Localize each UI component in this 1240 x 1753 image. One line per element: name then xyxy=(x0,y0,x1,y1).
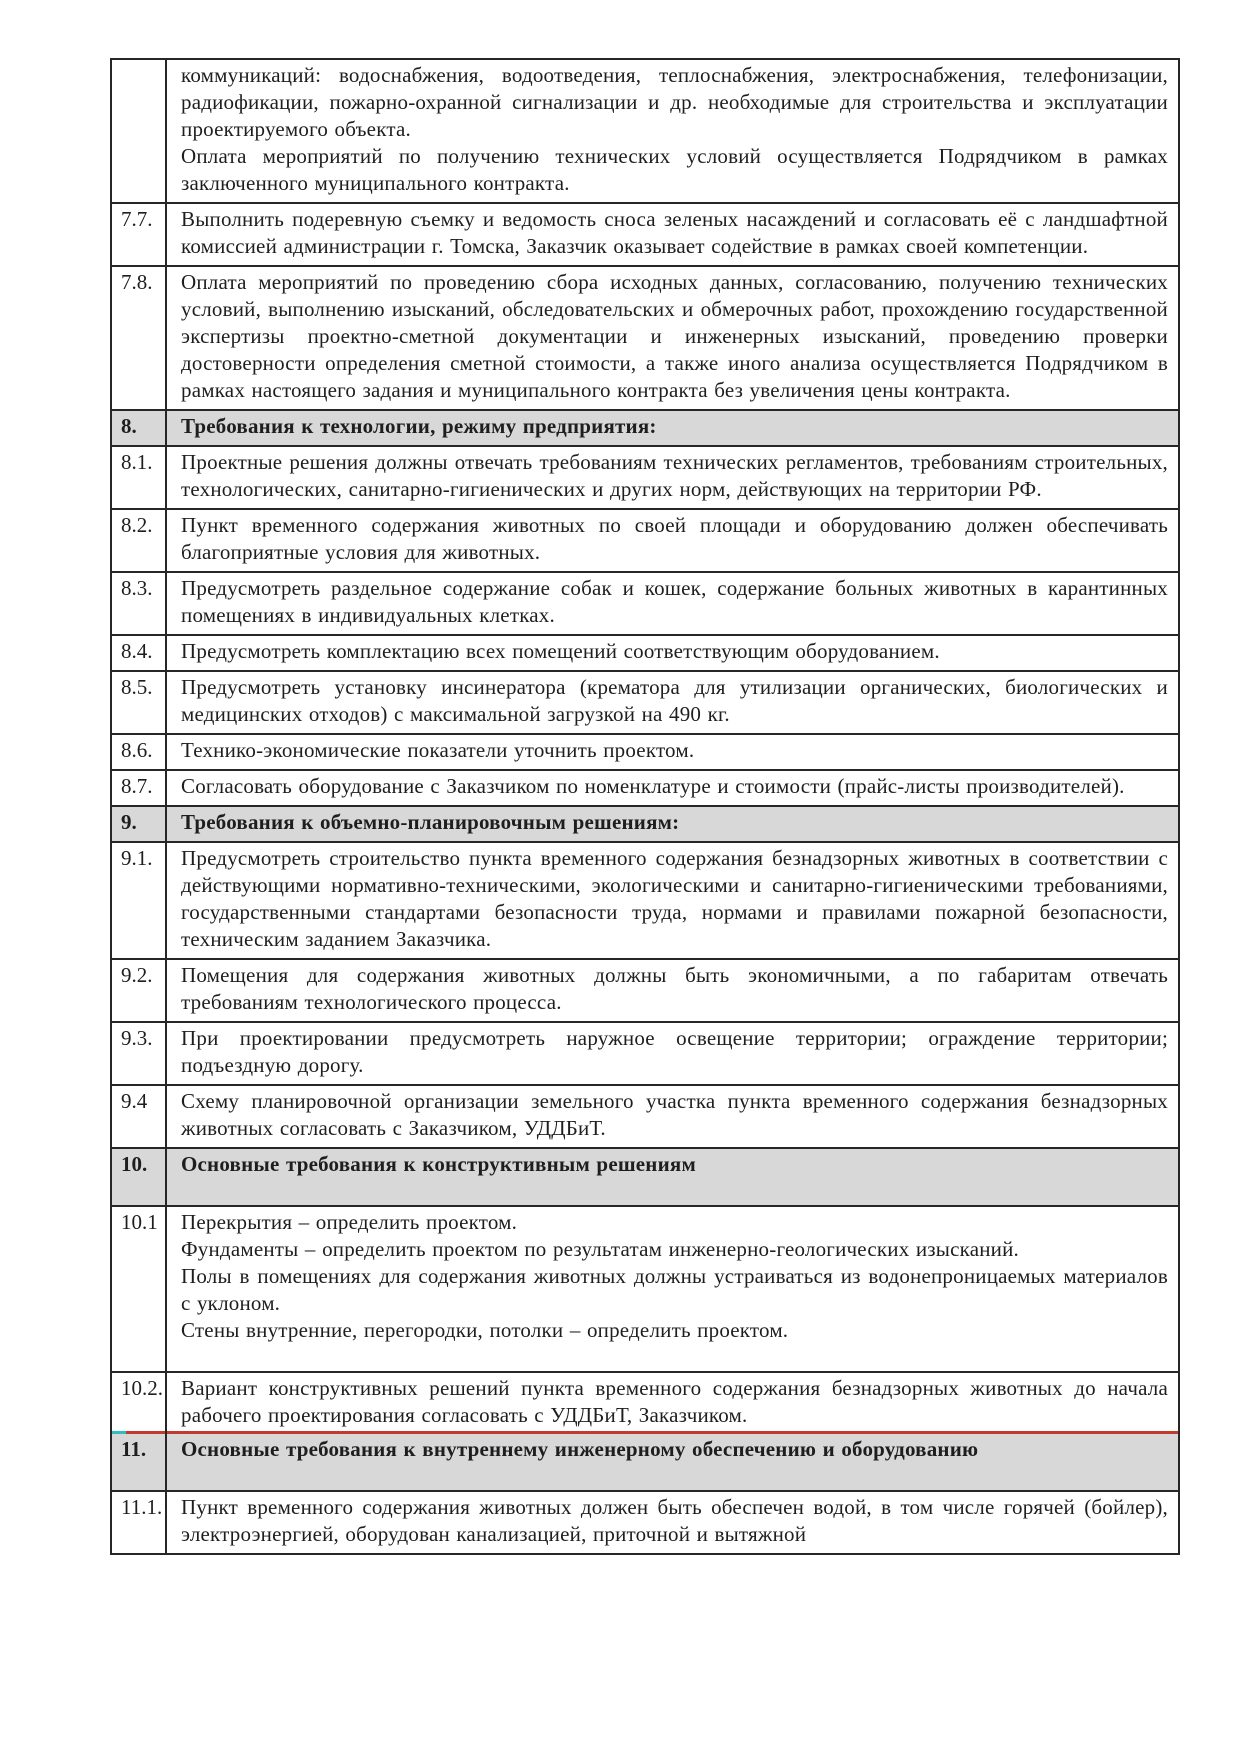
row-number-cell: 9.4 xyxy=(111,1085,166,1148)
row-number-cell: 9.2. xyxy=(111,959,166,1022)
row-number-cell: 8.7. xyxy=(111,770,166,806)
row-content-cell xyxy=(166,671,1179,734)
row-content-cell xyxy=(166,770,1179,806)
row-content-cell xyxy=(166,1148,1179,1206)
table-row xyxy=(111,572,1179,635)
row-paragraph: Выполнить подеревную съемку и ведомость сноса зеленых насаждений и согласовать её с ландшафтной комиссией администрации г. Томска, Заказчик оказывает содействие в рамках своей компетенции. xyxy=(181,207,1168,258)
row-paragraph: Требования к технологии, режиму предприятия: xyxy=(181,414,657,438)
table-row xyxy=(111,770,1179,806)
spec-table-rows xyxy=(111,59,1179,1554)
row-content-cell xyxy=(166,1491,1179,1554)
section-header-row xyxy=(111,410,1179,446)
table-row xyxy=(111,734,1179,770)
row-paragraph: Вариант конструктивных решений пункта временного содержания безнадзорных животных до начала рабочего проектирования согласовать с УДДБиТ, Заказчиком. xyxy=(181,1376,1168,1427)
row-paragraph: Предусмотреть комплектацию всех помещений соответствующим оборудованием. xyxy=(181,639,940,663)
row-number-cell: 9. xyxy=(111,806,166,842)
table-row xyxy=(111,1372,1179,1434)
row-content-cell xyxy=(166,734,1179,770)
table-row xyxy=(111,842,1179,959)
row-paragraph: Пункт временного содержания животных должен быть обеспечен водой, в том числе горячей (бойлер), электроэнергией, оборудован канализацией, приточной и вытяжной xyxy=(181,1495,1168,1546)
row-paragraph: Проектные решения должны отвечать требованиям технических регламентов, требованиям строительных, технологических, санитарно-гигиенических и других норм, действующих на территории РФ. xyxy=(181,450,1168,501)
spec-table xyxy=(110,58,1180,1555)
row-paragraph: Пункт временного содержания животных по своей площади и оборудованию должен обеспечивать благоприятные условия для животных. xyxy=(181,513,1168,564)
row-content-cell xyxy=(166,1434,1179,1491)
row-number-cell: 8.6. xyxy=(111,734,166,770)
row-content-cell xyxy=(166,1022,1179,1085)
row-number-cell: 9.3. xyxy=(111,1022,166,1085)
row-paragraph: Полы в помещениях для содержания животных должны устраиваться из водонепроницаемых материалов с уклоном. xyxy=(181,1264,1168,1315)
row-paragraph: Оплата мероприятий по получению технических условий осуществляется Подрядчиком в рамках заключенного муниципального контракта. xyxy=(181,144,1168,195)
row-paragraph: Согласовать оборудование с Заказчиком по номенклатуре и стоимости (прайс-листы производителей). xyxy=(181,774,1125,798)
row-paragraph: Схему планировочной организации земельного участка пункта временного содержания безнадзорных животных согласовать с Заказчиком, УДДБиТ. xyxy=(181,1089,1168,1140)
row-content-cell xyxy=(166,59,1179,203)
row-paragraph: Предусмотреть раздельное содержание собак и кошек, содержание больных животных в карантинных помещениях в индивидуальных клетках. xyxy=(181,576,1168,627)
table-row xyxy=(111,203,1179,266)
row-content-cell xyxy=(166,842,1179,959)
row-number-cell: 8.1. xyxy=(111,446,166,509)
row-paragraph: Помещения для содержания животных должны быть экономичными, а по габаритам отвечать требованиям технологического процесса. xyxy=(181,963,1168,1014)
row-paragraph: При проектировании предусмотреть наружное освещение территории; ограждение территории; подъездную дорогу. xyxy=(181,1026,1168,1077)
row-content-cell xyxy=(166,509,1179,572)
row-number-cell: 10.1 xyxy=(111,1206,166,1372)
table-row xyxy=(111,509,1179,572)
table-row xyxy=(111,1206,1179,1372)
table-row xyxy=(111,671,1179,734)
row-number-cell: 8.3. xyxy=(111,572,166,635)
row-number-cell: 11. xyxy=(111,1434,166,1491)
table-row xyxy=(111,1491,1179,1554)
row-paragraph: Основные требования к внутреннему инженерному обеспечению и оборудованию xyxy=(181,1437,979,1461)
row-paragraph: Оплата мероприятий по проведению сбора исходных данных, согласованию, получению технических условий, выполнению изысканий, обследовательских и обмерочных работ, прохождению государственной экспертизы проектно-сметной документации и инженерных изысканий, проведению проверки достоверности определения сметной стоимости, а также иного анализа осуществляется Подрядчиком в рамках настоящего задания и муниципального контракта без увеличения цены контракта. xyxy=(181,270,1168,402)
row-content-cell xyxy=(166,203,1179,266)
row-paragraph: Основные требования к конструктивным решениям xyxy=(181,1152,696,1176)
row-content-cell xyxy=(166,1206,1179,1372)
section-header-row xyxy=(111,806,1179,842)
row-paragraph: Предусмотреть строительство пункта временного содержания безнадзорных животных в соответствии с действующими нормативно-техническими, экологическими и санитарно-гигиеническими требованиями, государственными стандартами безопасности труда, нормами и правилами пожарной безопасности, техническим заданием Заказчика. xyxy=(181,846,1168,951)
row-paragraph: Перекрытия – определить проектом. xyxy=(181,1210,518,1234)
row-paragraph: Фундаменты – определить проектом по результатам инженерно-геологических изысканий. xyxy=(181,1237,1020,1261)
row-number-cell: 7.7. xyxy=(111,203,166,266)
row-number-cell xyxy=(111,59,166,203)
row-content-cell xyxy=(166,635,1179,671)
row-number-cell: 9.1. xyxy=(111,842,166,959)
table-row xyxy=(111,959,1179,1022)
row-content-cell xyxy=(166,446,1179,509)
row-number-cell: 8. xyxy=(111,410,166,446)
row-content-cell xyxy=(166,959,1179,1022)
row-content-cell xyxy=(166,806,1179,842)
table-row xyxy=(111,446,1179,509)
table-row xyxy=(111,266,1179,410)
row-paragraph: Стены внутренние, перегородки, потолки – определить проектом. xyxy=(181,1318,789,1342)
row-content-cell xyxy=(166,1085,1179,1148)
row-number-cell: 10.2. xyxy=(111,1372,166,1434)
table-row xyxy=(111,1085,1179,1148)
row-number-cell: 8.2. xyxy=(111,509,166,572)
row-number-cell: 8.4. xyxy=(111,635,166,671)
row-paragraph: коммуникаций: водоснабжения, водоотведения, теплоснабжения, электроснабжения, телефонизации, радиофикации, пожарно-охранной сигнализации и др. необходимые для строительства и эксплуатации проектируемого объекта. xyxy=(181,63,1168,141)
section-header-row xyxy=(111,1148,1179,1206)
row-content-cell xyxy=(166,410,1179,446)
row-paragraph: Предусмотреть установку инсинератора (крематора для утилизации органических, биологических и медицинских отходов) с максимальной загрузкой на 490 кг. xyxy=(181,675,1168,726)
table-row xyxy=(111,635,1179,671)
row-content-cell xyxy=(166,572,1179,635)
row-number-cell: 10. xyxy=(111,1148,166,1206)
section-header-row xyxy=(111,1434,1179,1491)
row-content-cell xyxy=(166,1372,1179,1434)
row-paragraph: Технико-экономические показатели уточнить проектом. xyxy=(181,738,695,762)
table-row xyxy=(111,59,1179,203)
table-row xyxy=(111,1022,1179,1085)
row-content-cell xyxy=(166,266,1179,410)
row-paragraph: Требования к объемно-планировочным решениям: xyxy=(181,810,680,834)
row-number-cell: 11.1. xyxy=(111,1491,166,1554)
row-number-cell: 7.8. xyxy=(111,266,166,410)
row-number-cell: 8.5. xyxy=(111,671,166,734)
